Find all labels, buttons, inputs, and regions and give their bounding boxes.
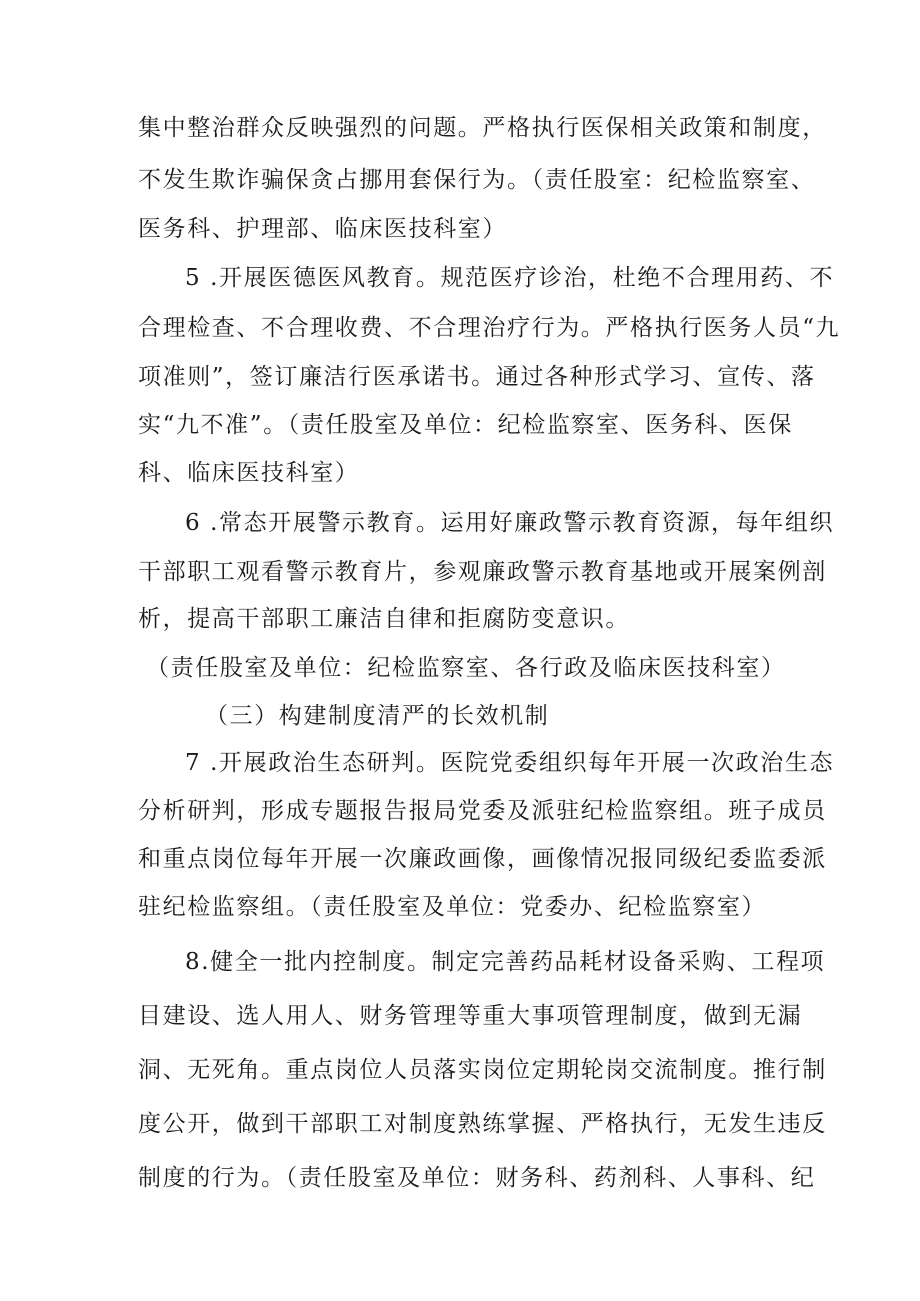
paragraph-6-first-line: 6 .常态开展警示教育。运用好廉政警示教育资源，每年组织	[185, 510, 835, 536]
text-line: 析，提高干部职工廉洁自律和拒腐防变意识。	[138, 606, 630, 632]
text-line: 科、临床医技科室）	[138, 460, 360, 486]
text-line: 实“九不准”。（责任股室及单位：纪检监察室、医务科、医保	[138, 412, 793, 438]
text-line: 目建设、选人用人、财务管理等重大事项管理制度，做到无漏	[138, 1003, 803, 1029]
paragraph-8-first-line: 8.健全一批内控制度。制定完善药品耗材设备采购、工程项	[185, 949, 826, 975]
text-line: 制度的行为。（责任股室及单位：财务科、药剂科、人事科、纪	[138, 1165, 816, 1191]
text-line: 干部职工观看警示教育片，参观廉政警示教育基地或开展案例剖	[138, 559, 827, 585]
text-line: 医务科、护理部、临床医技科室）	[138, 216, 507, 242]
text-line: 集中整治群众反映强烈的问题。严格执行医保相关政策和制度，	[138, 115, 827, 141]
text-line: 不发生欺诈骗保贪占挪用套保行为。（责任股室：纪检监察室、	[138, 167, 816, 193]
text-line: 和重点岗位每年开展一次廉政画像，画像情况报同级纪委监委派	[138, 846, 827, 872]
text-line: 合理检查、不合理收费、不合理治疗行为。严格执行医务人员“九	[138, 315, 841, 341]
text-line: （责任股室及单位：纪检监察室、各行政及临床医技科室）	[146, 655, 786, 681]
paragraph-7-first-line: 7 .开展政治生态研判。医院党委组织每年开展一次政治生态	[185, 750, 835, 776]
section-heading: （三）构建制度清严的长效机制	[205, 703, 550, 729]
text-line: 洞、无死角。重点岗位人员落实岗位定期轮岗交流制度。推行制	[138, 1057, 827, 1083]
text-line: 驻纪检监察组。（责任股室及单位：党委办、纪检监察室）	[138, 894, 767, 920]
text-line: 度公开，做到干部职工对制度熟练掌握、严格执行，无发生违反	[138, 1111, 827, 1137]
paragraph-5-first-line: 5 .开展医德医风教育。规范医疗诊治，杜绝不合理用药、不	[185, 265, 835, 291]
text-line: 分析研判，形成专题报告报局党委及派驻纪检监察组。班子成员	[138, 798, 827, 824]
text-line: 项准则”，签订廉洁行医承诺书。通过各种形式学习、宣传、落	[138, 364, 816, 390]
